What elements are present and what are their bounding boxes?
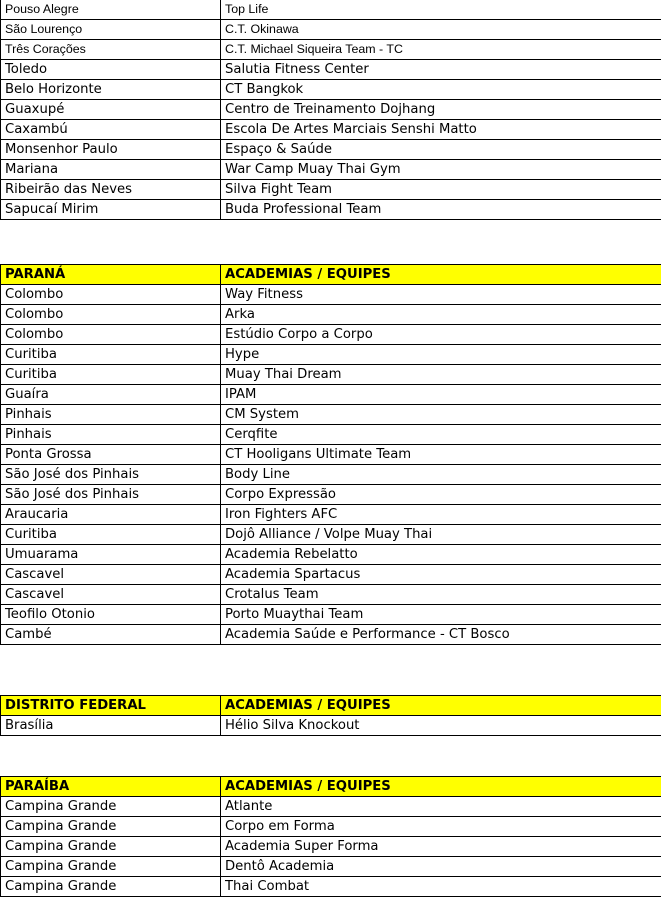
- team-cell: C.T. Michael Siqueira Team - TC: [221, 40, 661, 60]
- table-row: [1, 80, 661, 100]
- team-cell: Academia Super Forma: [221, 837, 661, 857]
- team-cell: Way Fitness: [221, 285, 661, 305]
- team-cell: Body Line: [221, 465, 661, 485]
- city-cell: Colombo: [1, 325, 221, 345]
- table-row: [1, 120, 661, 140]
- team-cell: Espaço & Saúde: [221, 140, 661, 160]
- table-row: [1, 525, 661, 545]
- city-cell: Ponta Grossa: [1, 445, 221, 465]
- state-header: PARAÍBA: [1, 777, 221, 797]
- team-cell: Iron Fighters AFC: [221, 505, 661, 525]
- table-paraiba: [0, 776, 661, 897]
- table-row: [1, 445, 661, 465]
- city-cell: Três Corações: [1, 40, 221, 60]
- city-cell: Cascavel: [1, 565, 221, 585]
- team-cell: Hélio Silva Knockout: [221, 716, 661, 736]
- team-cell: Academia Spartacus: [221, 565, 661, 585]
- team-cell: Atlante: [221, 797, 661, 817]
- table-row: [1, 365, 661, 385]
- team-cell: Centro de Treinamento Dojhang: [221, 100, 661, 120]
- city-cell: Mariana: [1, 160, 221, 180]
- city-cell: São José dos Pinhais: [1, 465, 221, 485]
- table-row: [1, 200, 661, 220]
- table-row: [1, 385, 661, 405]
- city-cell: Campina Grande: [1, 797, 221, 817]
- city-cell: Campina Grande: [1, 817, 221, 837]
- table-row: [1, 140, 661, 160]
- team-cell: Arka: [221, 305, 661, 325]
- city-cell: Sapucaí Mirim: [1, 200, 221, 220]
- city-cell: Teofilo Otonio: [1, 605, 221, 625]
- city-cell: Campina Grande: [1, 857, 221, 877]
- table-row: [1, 425, 661, 445]
- team-cell: C.T. Okinawa: [221, 20, 661, 40]
- table-distrito-federal: [0, 695, 661, 736]
- city-cell: Umuarama: [1, 545, 221, 565]
- team-cell: Dojô Alliance / Volpe Muay Thai: [221, 525, 661, 545]
- table-row: [1, 60, 661, 80]
- team-cell: Academia Rebelatto: [221, 545, 661, 565]
- state-header: DISTRITO FEDERAL: [1, 696, 221, 716]
- team-cell: Cerqfite: [221, 425, 661, 445]
- city-cell: Ribeirão das Neves: [1, 180, 221, 200]
- table-row: [1, 100, 661, 120]
- city-cell: Pinhais: [1, 405, 221, 425]
- team-cell: Buda Professional Team: [221, 200, 661, 220]
- table-body: [1, 0, 661, 220]
- table-row: [1, 545, 661, 565]
- team-cell: Academia Saúde e Performance - CT Bosco: [221, 625, 661, 645]
- city-cell: Brasília: [1, 716, 221, 736]
- table-row: [1, 505, 661, 525]
- city-cell: Toledo: [1, 60, 221, 80]
- table-row: [1, 605, 661, 625]
- table-row: [1, 585, 661, 605]
- city-cell: Cascavel: [1, 585, 221, 605]
- city-cell: Campina Grande: [1, 837, 221, 857]
- team-cell: Corpo Expressão: [221, 485, 661, 505]
- team-cell: CM System: [221, 405, 661, 425]
- table-row: [1, 485, 661, 505]
- city-cell: Pouso Alegre: [1, 0, 221, 20]
- team-cell: Porto Muaythai Team: [221, 605, 661, 625]
- state-header: PARANÁ: [1, 265, 221, 285]
- team-cell: Estúdio Corpo a Corpo: [221, 325, 661, 345]
- table-row: [1, 857, 661, 877]
- table-row: [1, 180, 661, 200]
- table-row: [1, 797, 661, 817]
- table-row: [1, 877, 661, 897]
- city-cell: Curitiba: [1, 345, 221, 365]
- teams-header: ACADEMIAS / EQUIPES: [221, 696, 661, 716]
- city-cell: Guaxupé: [1, 100, 221, 120]
- team-cell: Crotalus Team: [221, 585, 661, 605]
- table-row: [1, 305, 661, 325]
- table-row: [1, 325, 661, 345]
- team-cell: CT Hooligans Ultimate Team: [221, 445, 661, 465]
- team-cell: Hype: [221, 345, 661, 365]
- team-cell: Dentô Academia: [221, 857, 661, 877]
- team-cell: IPAM: [221, 385, 661, 405]
- city-cell: Curitiba: [1, 365, 221, 385]
- team-cell: War Camp Muay Thai Gym: [221, 160, 661, 180]
- team-cell: CT Bangkok: [221, 80, 661, 100]
- city-cell: Colombo: [1, 285, 221, 305]
- city-cell: Araucaria: [1, 505, 221, 525]
- city-cell: Guaíra: [1, 385, 221, 405]
- city-cell: Belo Horizonte: [1, 80, 221, 100]
- table-row: [1, 625, 661, 645]
- table-row: [1, 405, 661, 425]
- team-cell: Corpo em Forma: [221, 817, 661, 837]
- table-row: [1, 20, 661, 40]
- table-row: [1, 345, 661, 365]
- table-row: [1, 285, 661, 305]
- table-row: [1, 716, 661, 736]
- teams-header: ACADEMIAS / EQUIPES: [221, 777, 661, 797]
- table-header-row: [1, 696, 661, 716]
- table-row: [1, 0, 661, 20]
- city-cell: Curitiba: [1, 525, 221, 545]
- table-row: [1, 817, 661, 837]
- table-row: [1, 160, 661, 180]
- table-body: [1, 696, 661, 736]
- teams-header: ACADEMIAS / EQUIPES: [221, 265, 661, 285]
- city-cell: Cambé: [1, 625, 221, 645]
- table-body: [1, 777, 661, 897]
- team-cell: Salutia Fitness Center: [221, 60, 661, 80]
- team-cell: Silva Fight Team: [221, 180, 661, 200]
- city-cell: Campina Grande: [1, 877, 221, 897]
- table-parana: [0, 264, 661, 645]
- city-cell: Colombo: [1, 305, 221, 325]
- city-cell: Monsenhor Paulo: [1, 140, 221, 160]
- city-cell: Pinhais: [1, 425, 221, 445]
- team-cell: Muay Thai Dream: [221, 365, 661, 385]
- table-minas-gerais: [0, 0, 661, 220]
- table-header-row: [1, 777, 661, 797]
- city-cell: São Lourenço: [1, 20, 221, 40]
- city-cell: Caxambú: [1, 120, 221, 140]
- table-row: [1, 837, 661, 857]
- table-row: [1, 465, 661, 485]
- team-cell: Thai Combat: [221, 877, 661, 897]
- team-cell: Top Life: [221, 0, 661, 20]
- table-header-row: [1, 265, 661, 285]
- team-cell: Escola De Artes Marciais Senshi Matto: [221, 120, 661, 140]
- table-row: [1, 565, 661, 585]
- table-row: [1, 40, 661, 60]
- city-cell: São José dos Pinhais: [1, 485, 221, 505]
- table-body: [1, 265, 661, 645]
